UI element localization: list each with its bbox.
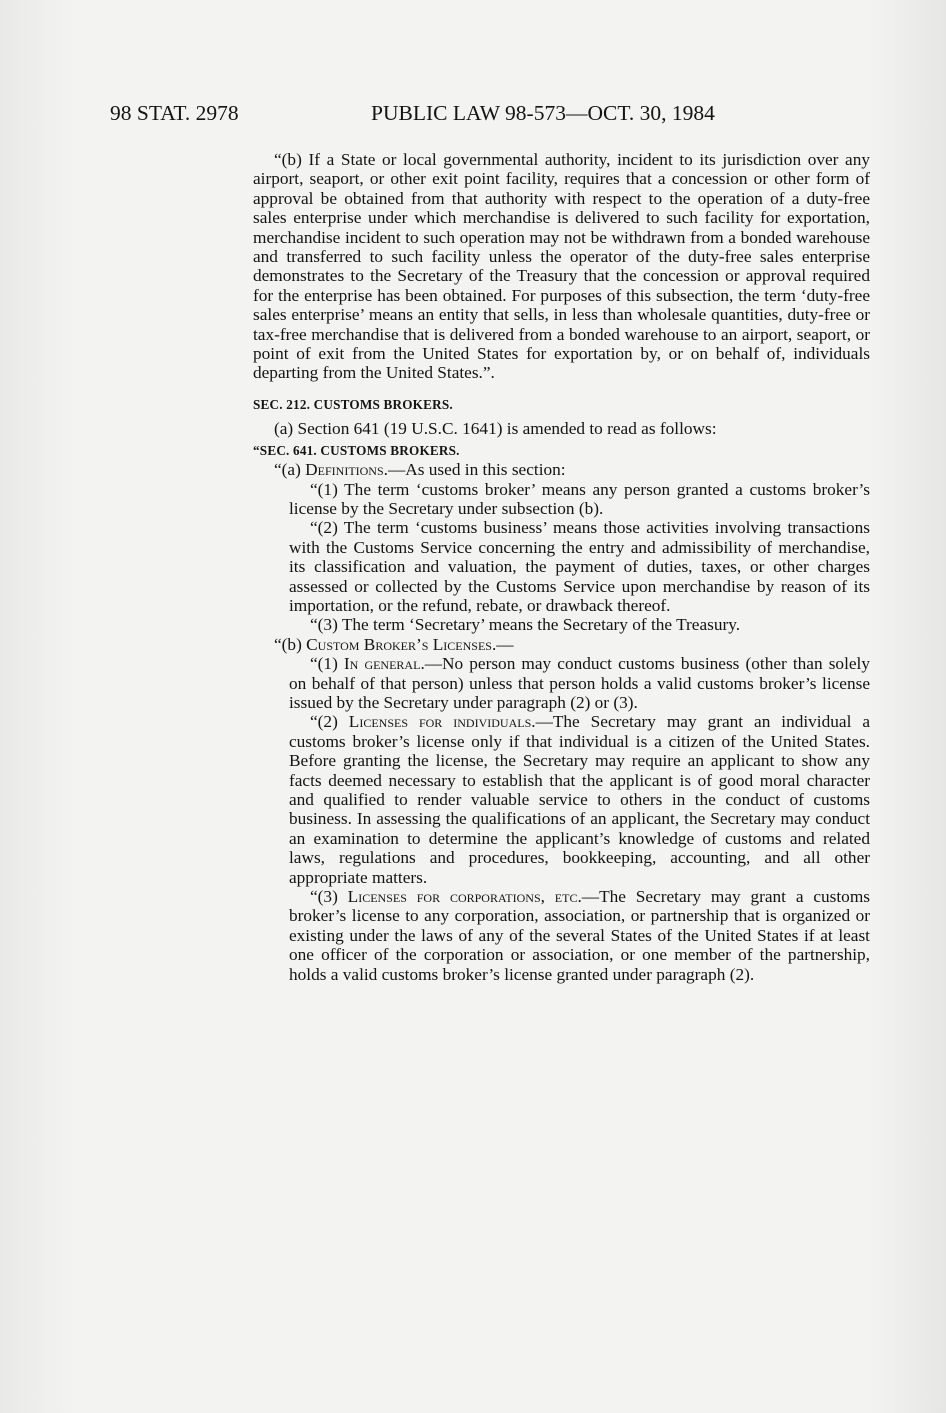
license-1-heading: In general [343,654,421,674]
license-3-label: “(3) [310,887,348,907]
subsection-b-duty-free: “(b) If a State or local governmental authority, incident to its jurisdiction over any airport, seaport, or other exit point facility, requires that a concession or other form of approval be obtained from that authority with respect to the operation of a duty-free sales enterprise under which merchandise is delivered to such facility for exportation, merchandise incident to such operation may not be withdrawn from a bonded warehouse and transferred to such facility unless the operator of the duty-free sales enterprise demonstrates to the Secretary of the Treasury that the concession or approval required for the enterprise has been obtained. For purposes of this subsection, the term ‘duty-free sales enterprise’ means an entity that sells, in less than wholesale quantities, duty-free or tax-free merchandise that is delivered from a bonded warehouse to an airport, seaport, or point of exit from the United States for exportation by, or on behalf of, individuals departing from the United States.”. [253,150,870,383]
subsection-a-label: “(a) [274,460,306,480]
license-individuals [253,712,870,887]
subsection-a-text: .—As used in this section: [383,460,566,480]
definition-1: “(1) The term ‘customs broker’ means any person granted a customs broker’s license by the Secretary under subsection (b). [289,479,870,518]
license-corporations [253,887,870,984]
subsection-a-heading: Definitions [305,460,384,480]
section-212-a: (a) Section 641 (19 U.S.C. 1641) is amended to read as follows: [274,419,717,439]
section-212-heading: SEC. 212. CUSTOMS BROKERS. [253,396,453,412]
license-3-text: .—The Secretary may grant a customs broker’s license to any corporation, association, or partnership that is organized or existing under the laws of any of the several States of the United States if at least one officer of the corporation or association, or one member of the partnership, holds a valid customs broker’s license granted under paragraph (2). [289,887,870,984]
license-2-text: .—The Secretary may grant an individual a customs broker’s license only if that individual is a citizen of the United States. Before granting the license, the Secretary may require an applicant to show any facts deemed necessary to establish that the applicant is of good moral character and qualified to render valuable service to others in the conduct of customs business. In assessing the qualifications of an applicant, the Secretary may conduct an examination to determine the applicant’s knowledge of customs and related laws, regulations and procedures, bookkeeping, accounting, and all other appropriate matters. [289,712,870,887]
license-2-heading: Licenses for individuals [348,712,532,732]
license-1-label: “(1) [310,654,344,674]
document-body [253,150,870,984]
section-641-heading: “SEC. 641. CUSTOMS BROKERS. [253,442,460,458]
license-general [253,654,870,712]
license-1-text: .—No person may conduct customs business (other than solely on behalf of that person) unless that person holds a valid customs broker’s license issued by the Secretary under paragraph (2) or (3). [289,654,870,712]
license-2-label: “(2) [310,712,349,732]
page-header [110,101,870,131]
subsection-b-licenses [253,635,870,654]
definition-3: “(3) The term ‘Secretary’ means the Secretary of the Treasury. [310,615,741,635]
license-3-heading: Licenses for corporations, etc [347,887,578,907]
statute-citation: 98 STAT. 2978 [110,101,239,125]
definition-2: “(2) The term ‘customs business’ means those activities involving transactions with the Customs Service concerning the entry and admissibility of merchandise, its classification and valuation, the payment of duties, taxes, or other charges assessed or collected by the Customs Service upon merchandise by reason of its importation, or the refund, rebate, or drawback thereof. [289,518,870,615]
public-law-title: PUBLIC LAW 98-573—OCT. 30, 1984 [371,101,715,125]
subsection-b-label: “(b) [274,634,307,654]
subsection-a-definitions [253,460,870,479]
subsection-b-heading: Custom Broker’s Licenses [306,634,492,654]
subsection-b-dash: .— [491,634,514,654]
